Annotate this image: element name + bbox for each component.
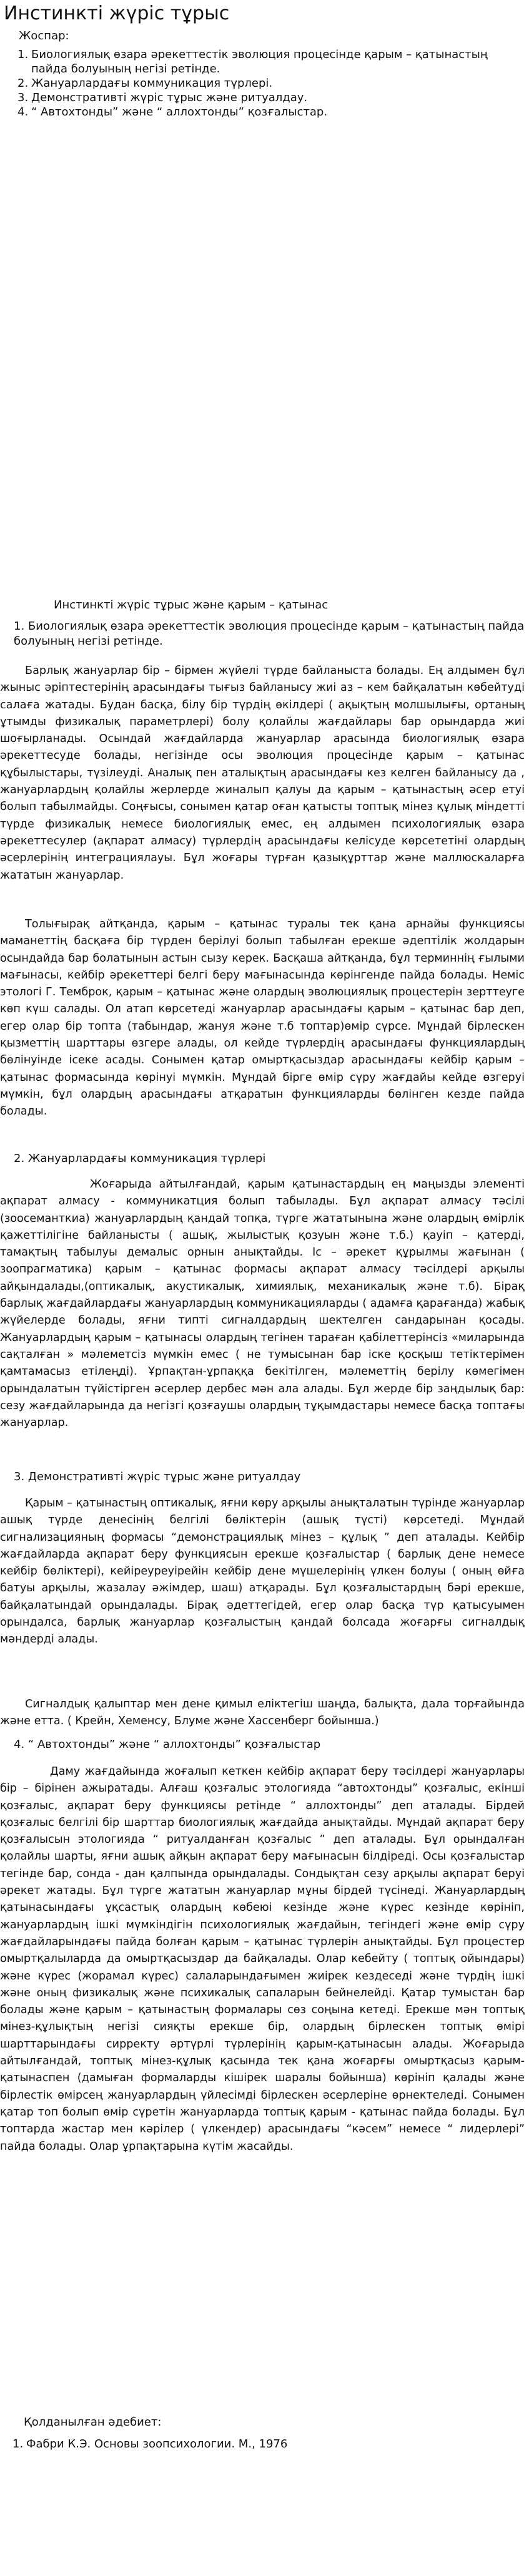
reference-item: 1. Фабри К.Э. Основы зоопсихологии. М., 1976	[12, 2437, 288, 2451]
section-1-paragraph-2: Толығырақ айтқанда, қарым – қатынас туралы тек қана арнайы функциясы маманеттің басқаға бір түрден берілуі болып табылған ерекше әдептілік жолдарын осындайда бар болатынын астын сызу керек. Басқаша айтқанда, бұл терминнің ғылыми мағынасы, кейбір әрекеттері белгі беру мағынасында көрінгенде пайда болады. Неміс этологі Г. Темброк, қарым – қатынас және олардың эволюциялық процестерін зерттеуге көп күш салады. Ол атап көрсетеді жануарлар арасындағы қарым – қатынас бар деп, егер олар бір топта (табындар, жануя және т.б топтар)өмір сүрсе. Мұндай бірлескен қызметтің шарттары өзгере алады, ол кейде түрлердің арасындағы функциялардың бөлінуінде ісеке асады. Сонымен қатар омыртқасыздар арасындағы кейбір қарым – қатынас формасында көрінуі мүмкін. Мұндай бірге өмір сүру жағдайы кейде өзгеруі мүмкін, бұл олардың арасындағы атқаратын функцияларды бөлінген кезде пайда болады.	[0, 918, 525, 1118]
section-1-heading: 1. Биологиялық өзара әрекеттестік эволюция процесінде қарым – қатынастың пайда болуының негізі ретінде.	[14, 620, 525, 648]
main-heading: Инстинкті жүріс тұрыс және қарым – қатынас	[54, 598, 329, 612]
plan-item: 2. Жануарлардағы коммуникация түрлері.	[17, 77, 273, 90]
section-3-paragraph-1: Қарым – қатынастың оптикалық, яғни көру арқылы анықталатын түрінде жануарлар ашық түрде денесінің белгілі бөліктерін (ашық түсті) көрсетеді. Мұндай сигнализацияның формасы “демонстрациялық мінез – құлық ” деп аталады. Кейбір жағдайларда ақпарат беру функциясын ерекше қозғалыстар ( барлық дене немесе кейбір бөліктері), кейіреуреуірейін кейбір дене мүшелерінің үлкен болуы ( оның өйға батуы арқылы, жазалау әжімдер, шаш) атқарады. Бұл қозғалыстардың бәрі ерекше, байқалатындай орындалады. Бірақ әдеттегідей, егер олар басқа түр қатысуымен орындалса, барлық жануарлар қозғалыстың қандай болсада жоғарғы сигналдық мәндерді алады.	[0, 1497, 525, 1646]
plan-list	[17, 47, 517, 119]
section-1-paragraph-1: Барлық жануарлар бір – бірмен жүйелі түрде байланыста болады. Ең алдымен бұл жыныс әріптестерінің арасындағы тығыз байланысу жиі аз – кем байқалатын көбейтуді салаға жатады. Будан басқа, білу бір түрдің өкілдері ( ақықтың молшылығы, ортаның ұтымды физикалық параметрлері) болу қолайлы жағдайлары бар орындарда жиі шоғырланады. Осындай жағдайларда жануарлар арасында биологиялық өзара әрекеттесуде болады, негізінде осы эволюция процесінде қарым – қатынас құбылыстары, түзілеуді. Аналық пен аталықтың арасындағы кез келген байланысу да , жануарлардың қолайлы жерлерде жиналып қалуы да қарым – қатынастың әсер етуі болып табылмайды. Соңғысы, сонымен қатар оған қатысты топтық мінез құлық міндетті түрде физикалық немесе биологиялық емес, ең алдымен психологиялық өзара әрекеттесулер (ақпарат алмасу) түрлердің арасындағы келісуде көрсететіні олардың әсерлерінің интеграциялауы. Бұл жоғары түрған қазықұрттар және маллюскаларға жататын жануарлар.	[0, 665, 525, 882]
plan-item: 1. Биологиялық өзара әрекеттестік эволюция процесінде қарым – қатынастың пайда болуының негізі ретінде.	[17, 48, 488, 76]
page-title: Инстинкті жүріс тұрыс	[4, 2, 230, 24]
references-label: Қолданылған әдебиет:	[24, 2416, 162, 2429]
section-2-paragraph-1: Жоғарыда айтылғандай, қарым қатынастардың ең маңызды элементі ақпарат алмасу - коммуникатция болып табылады. Бұл ақпарат алмасу тәсілі (зоосеманткиа) жануарлардың қандай топқа, түрге жататынына және олардың өмірлік қажеттілігіне байланысты ( ашық, жылыстық қозуын және т.б.) қауіп – қатерді, тамақтың табылуы демалыс орнын анықтайды. Іс – әрекет құрылмы жағынан ( зоопрагматика) қарым – қатынас формасы ақпарат алмасу тәсілдері арқылы айқындалады,(оптикалық, акустикалық, химиялық, механикалық және т.б). Бірақ барлық жағдайлардағы жануарлардың коммуникацияларды ( адамға қарағанда) жабық жүйелерде болады, яғни типті сигналдардың шектелген сандарынан қосады. Жануарлардың қарым – қатынасы олардың тегінен тараған қабілеттерінсіз «миларында сақталған » мәлеметсіз мүмкін емес ( не тумысынан бар іске қосқыш тетіктерімен қамтамасыз етілеңді). Ұрпақтан-ұрпаққа бекітілген, мәлеметтің берілу көмегімен орындалатын түйістірген әсерлер дербес мән ала алады. Бұл жерде бір заңдылық бар: сезу жағдайларында да негізгі қозғаушы олардың тұқымдастары немесе басқа топтағы жануарлар.	[0, 1178, 525, 1430]
section-4-heading: 4. “ Автохтонды” және “ аллохтонды” қозғалыстар	[14, 1738, 321, 1751]
section-2-heading: 2. Жануарлардағы коммуникация түрлері	[14, 1152, 266, 1165]
plan-item: 3. Демонстративті жүріс тұрыс және ритуалдау.	[17, 91, 308, 104]
section-3-heading: 3. Демонстративті жүріс тұрыс және ритуалдау	[14, 1470, 301, 1483]
section-4-paragraph-1: Даму жағдайында жоғалып кеткен кейбір ақпарат беру тәсілдері жануарлары бір – бірінен ажыратады. Алғаш қозғалыс этологияда “автохтонды” қозғалыс, екінші қозғалыс, ақпарат беру функциясы ретінде “ аллохтонды” деп аталады. Бірдей қозғалыс белгілі бір шарттар биологиялық жағдайда анықтайды. Мұндай ақпарат беру қозғалысын этологияда “ ритуалданған қозғалыс ” деп аталады. Бұл орындалған қолайлы шарты, яғни ашық айқын ақпарат беру мағынасын білдіреді. Осы қозғалыстар тегінде бар, сонда - дан қалпында орындалады. Сондықтан сезу арқылы ақпарат беруі әрекет жатады. Бұл түрге жататын жануарлар мұны бірдей түсінеді. Жануарлардың қатынасындағы ұқсастық олардың көбеюі кезінде және күрес кезінде көрініп, жануарлардың ішкі мүмкіндігін психологиялық жағдайын, тегіндегі және өмір сүру жағдайларындағы пайда болған қарым – қатынас түрлерін анықтайды. Бұл процестер омыртқалыларда да омыртқасыздар да байқалады. Олар кебейту ( топтық ойындары) және күрес (жорамал күрес) салаларындағымен жиірек кездеседі және түрдің ішкі және оның физикалық және психикалық сапаларын бейнелейді. Қатар тумыстан бар болады және қарым – қатынастың формалары сөз соңына кетеді. Ерекше мән топтық мінез-құлықтың негізі сияқты ерекше бір, олардың бірлескен топтық өмірі шарттарындағы сирректу әртүрлі түрлерінің қарым-қатынасын алады. Жоғарыда айтылғандай, топтық мінез-құлық қасында тек қана жоғарғы омыртқасыз қарым-қатынаспен (дамыған формаларды кішірек шаралы бойынша) көрініп қалады және бірлестік өмірсең жануарлардың үйлесімді бірлескен әсерлеріне өрнектеледі. Сонымен қатар топ болып өмір сүретін жануарларда топтық қарым - қатынас пайда болады. Бұл топтарда жастар мен кәрілер ( үлкендер) арасындағы “кәсем” немесе “ лидерлері” пайда болады. Олар ұрпақтарына күтім жасайды.	[0, 1765, 525, 2153]
references-list	[12, 2437, 287, 2452]
plan-item: 4. “ Автохтонды” және “ аллохтонды” қозғалыстар.	[17, 105, 328, 119]
plan-label: Жоспар:	[19, 29, 69, 42]
section-3-paragraph-2: Сигналдық қалыптар мен дене қимыл еліктегіш шаңда, балықта, дала торғайында және етта. ( Крейн, Хеменсу, Блуме және Хассенберг бойынша.)	[0, 1698, 525, 1728]
